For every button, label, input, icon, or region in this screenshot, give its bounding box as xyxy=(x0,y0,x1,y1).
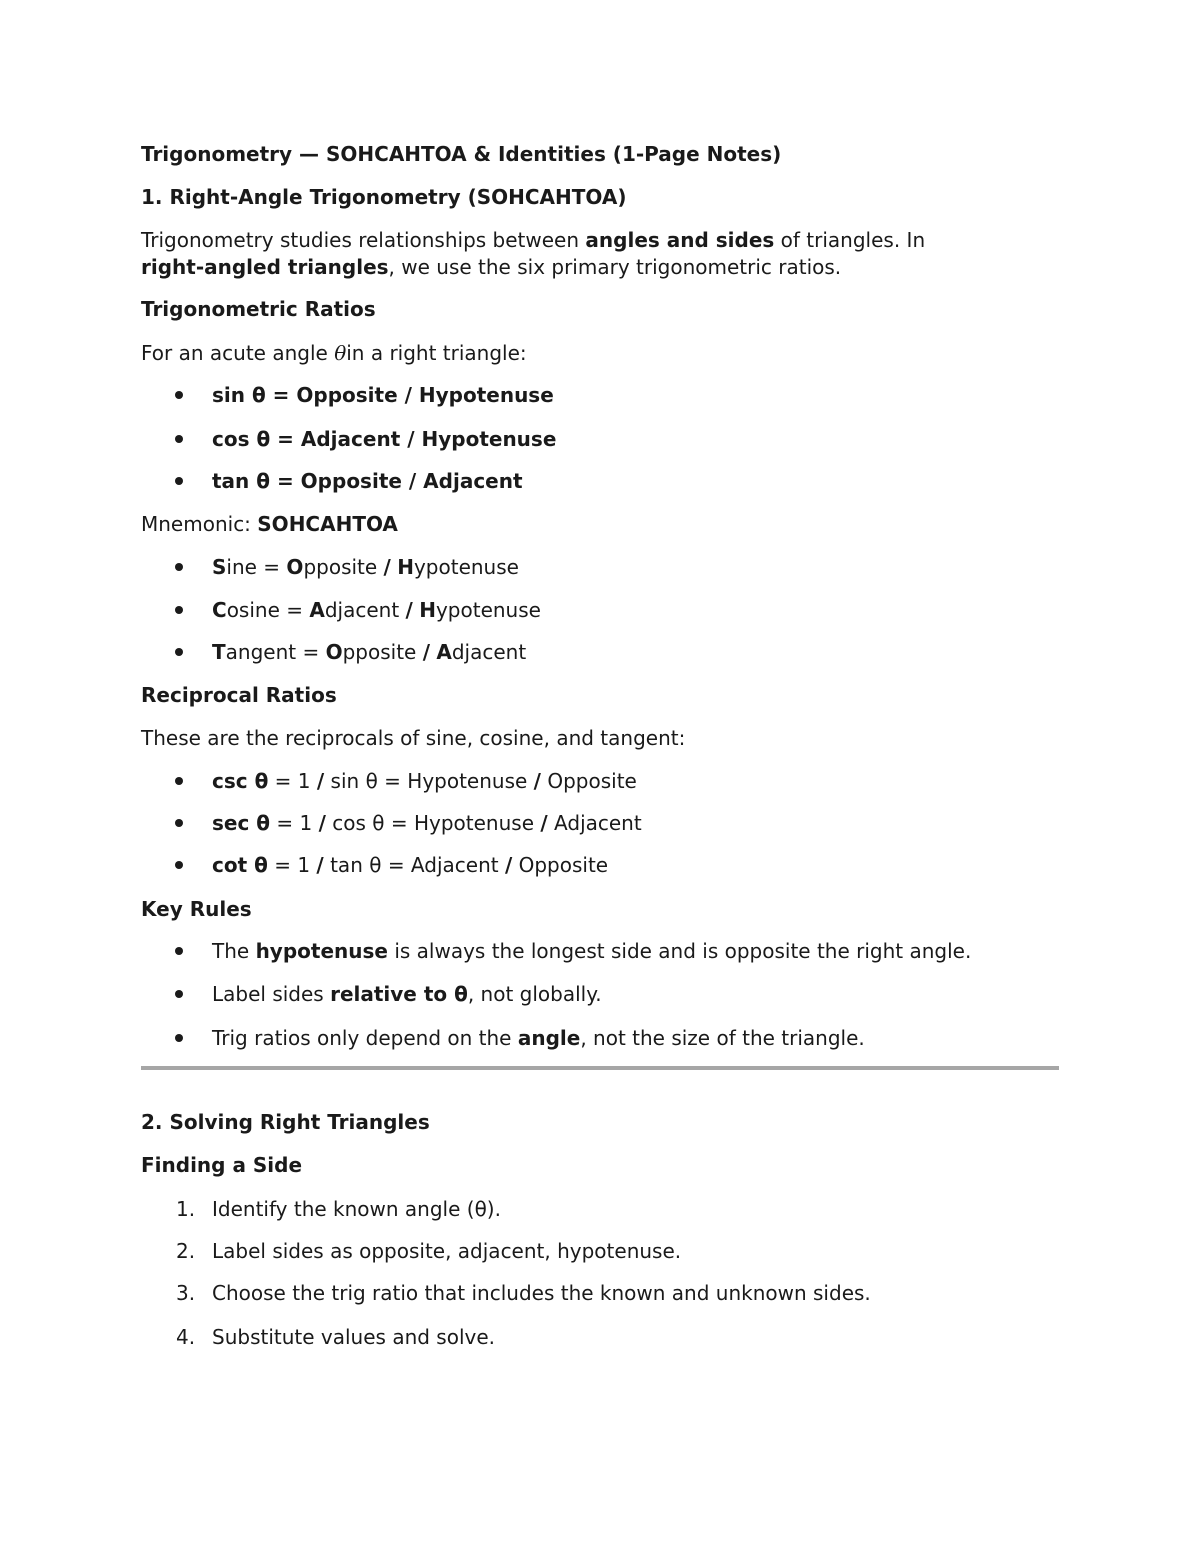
intro-paragraph-line-1 xyxy=(141,228,925,252)
step-number: 1. xyxy=(176,1197,196,1221)
theta-symbol: θ xyxy=(334,341,347,365)
section-1-heading: 1. Right-Angle Trigonometry (SOHCAHTOA) xyxy=(141,185,627,209)
bullet-icon xyxy=(175,777,183,785)
ratio-tan: tan θ = Opposite / Adjacent xyxy=(212,469,523,493)
mnemonic-item-sine xyxy=(212,555,519,579)
mnemonic-slash: / xyxy=(383,555,391,579)
mnemonic-text: ypotenuse xyxy=(435,598,541,622)
bullet-icon xyxy=(175,391,183,399)
bullet-icon xyxy=(175,990,183,998)
mnemonic-item-tangent xyxy=(212,640,526,664)
intro-paragraph-line-2 xyxy=(141,255,841,279)
mnemonic-text: djacent xyxy=(324,598,406,622)
step-2: Label sides as opposite, adjacent, hypotenuse. xyxy=(212,1239,682,1263)
mnemonic-letter: A xyxy=(309,598,325,622)
reciprocal-text: Opposite xyxy=(512,853,609,877)
mnemonic-letter: S xyxy=(212,555,227,579)
section-2-heading: 2. Solving Right Triangles xyxy=(141,1110,430,1134)
mnemonic-letter: A xyxy=(436,640,452,664)
ratios-intro-text-2: in a right triangle: xyxy=(346,341,527,365)
reciprocal-slash: / xyxy=(504,853,513,877)
reciprocal-text: sin θ = Hypotenuse xyxy=(324,769,534,793)
ratios-heading: Trigonometric Ratios xyxy=(141,297,376,321)
mnemonic-text: djacent xyxy=(451,640,527,664)
bullet-icon xyxy=(175,861,183,869)
mnemonic-text: pposite xyxy=(342,640,423,664)
bullet-icon xyxy=(175,947,183,955)
reciprocal-slash: / xyxy=(533,769,541,793)
ratios-intro-text-1: For an acute angle xyxy=(141,341,335,365)
document-title: Trigonometry — SOHCAHTOA & Identities (1-Page Notes) xyxy=(141,142,782,166)
rule-text: , not globally. xyxy=(467,982,602,1006)
step-number: 3. xyxy=(176,1281,196,1305)
mnemonic-label: Mnemonic: xyxy=(141,512,258,536)
intro-bold-2: right-angled triangles xyxy=(141,255,389,279)
key-rule-2 xyxy=(212,982,602,1006)
mnemonic-letter: T xyxy=(212,640,226,664)
bullet-icon xyxy=(175,1034,183,1042)
bullet-icon xyxy=(175,648,183,656)
reciprocal-sec xyxy=(212,811,642,835)
step-number: 2. xyxy=(176,1239,196,1263)
rule-bold: relative to θ xyxy=(330,982,468,1006)
reciprocal-text: Adjacent xyxy=(547,811,642,835)
ratio-sin: sin θ = Opposite / Hypotenuse xyxy=(212,383,554,407)
rule-bold: hypotenuse xyxy=(255,939,388,963)
mnemonic-letter: C xyxy=(212,598,227,622)
reciprocal-text: = 1 xyxy=(267,853,317,877)
mnemonic-word: SOHCAHTOA xyxy=(257,512,398,536)
reciprocal-term: cot θ xyxy=(212,853,268,877)
key-rule-3 xyxy=(212,1026,865,1050)
reciprocal-text: = 1 xyxy=(270,811,319,835)
horizontal-divider xyxy=(141,1066,1059,1070)
mnemonic-letter: H xyxy=(419,598,436,622)
mnemonic-letter: O xyxy=(286,555,304,579)
ratio-cos: cos θ = Adjacent / Hypotenuse xyxy=(212,427,557,451)
rule-text: , not the size of the triangle. xyxy=(580,1026,865,1050)
reciprocal-slash: / xyxy=(316,853,324,877)
reciprocal-heading: Reciprocal Ratios xyxy=(141,683,337,707)
key-rule-1 xyxy=(212,939,971,963)
rule-text: Trig ratios only depend on the xyxy=(212,1026,518,1050)
mnemonic-line xyxy=(141,512,398,536)
reciprocal-text: Opposite xyxy=(540,769,637,793)
mnemonic-slash: / xyxy=(422,640,431,664)
intro-text-3: , we use the six primary trigonometric ratios. xyxy=(388,255,842,279)
reciprocal-slash: / xyxy=(540,811,548,835)
mnemonic-text: ine = xyxy=(226,555,287,579)
mnemonic-text: angent = xyxy=(225,640,326,664)
bullet-icon xyxy=(175,435,183,443)
reciprocal-slash: / xyxy=(318,811,326,835)
reciprocal-term: sec θ xyxy=(212,811,271,835)
reciprocal-text: cos θ = Hypotenuse xyxy=(325,811,541,835)
step-number: 4. xyxy=(176,1325,196,1349)
reciprocal-intro: These are the reciprocals of sine, cosine, and tangent: xyxy=(141,726,686,750)
step-1: Identify the known angle (θ). xyxy=(212,1197,501,1221)
rule-text: Label sides xyxy=(212,982,331,1006)
reciprocal-term: csc θ xyxy=(212,769,269,793)
intro-text-2: of triangles. In xyxy=(774,228,926,252)
bullet-icon xyxy=(175,563,183,571)
bullet-icon xyxy=(175,477,183,485)
step-3: Choose the trig ratio that includes the known and unknown sides. xyxy=(212,1281,871,1305)
reciprocal-cot xyxy=(212,853,608,877)
rule-text: The xyxy=(212,939,256,963)
rule-text: is always the longest side and is opposite the right angle. xyxy=(387,939,972,963)
intro-bold-1: angles and sides xyxy=(585,228,775,252)
ratios-intro xyxy=(141,341,527,365)
key-rules-heading: Key Rules xyxy=(141,897,252,921)
step-4: Substitute values and solve. xyxy=(212,1325,496,1349)
intro-text-1: Trigonometry studies relationships between xyxy=(141,228,586,252)
reciprocal-text: tan θ = Adjacent xyxy=(323,853,505,877)
mnemonic-letter: O xyxy=(325,640,343,664)
rule-bold: angle xyxy=(517,1026,581,1050)
mnemonic-slash: / xyxy=(405,598,413,622)
reciprocal-slash: / xyxy=(316,769,325,793)
mnemonic-letter: H xyxy=(397,555,414,579)
mnemonic-text: pposite xyxy=(303,555,384,579)
bullet-icon xyxy=(175,819,183,827)
reciprocal-csc xyxy=(212,769,637,793)
finding-side-heading: Finding a Side xyxy=(141,1153,303,1177)
bullet-icon xyxy=(175,606,183,614)
mnemonic-item-cosine xyxy=(212,598,541,622)
mnemonic-text: ypotenuse xyxy=(413,555,519,579)
reciprocal-text: = 1 xyxy=(268,769,317,793)
mnemonic-text: osine = xyxy=(226,598,310,622)
